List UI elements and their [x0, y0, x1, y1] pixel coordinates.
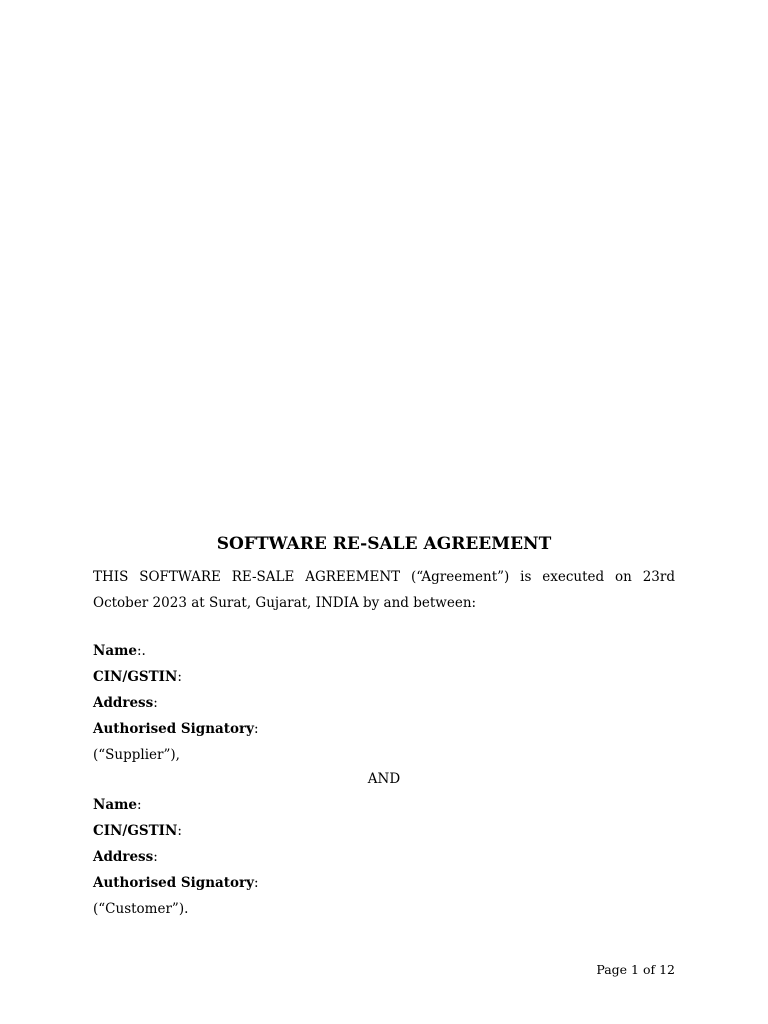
supplier-signatory-suffix: : — [254, 721, 259, 737]
customer-address-label: Address — [93, 849, 154, 865]
customer-signatory-suffix: : — [254, 875, 259, 891]
supplier-block — [93, 638, 675, 768]
supplier-cin-suffix: : — [177, 669, 182, 685]
document-title: SOFTWARE RE-SALE AGREEMENT — [216, 534, 552, 554]
customer-signatory-row — [93, 870, 675, 896]
supplier-cin-row — [93, 664, 675, 690]
intro-paragraph: THIS SOFTWARE RE-SALE AGREEMENT (“Agreement”) is executed on 23rd October 2023 at Surat, Gujarat, INDIA by and between: — [93, 569, 675, 611]
customer-role: (“Customer”). — [93, 901, 189, 917]
page-number: Page 1 of 12 — [596, 962, 675, 977]
supplier-address-label: Address — [93, 695, 154, 711]
supplier-name-suffix: :. — [136, 643, 146, 659]
supplier-signatory-label: Authorised Signatory — [93, 721, 254, 737]
customer-signatory-label: Authorised Signatory — [93, 875, 254, 891]
customer-cin-label: CIN/GSTIN — [93, 823, 178, 839]
supplier-name-row — [93, 638, 675, 664]
and-separator: AND — [367, 771, 401, 787]
customer-cin-suffix: : — [177, 823, 182, 839]
customer-block — [93, 792, 675, 922]
customer-cin-row — [93, 818, 675, 844]
supplier-signatory-row — [93, 716, 675, 742]
customer-name-suffix: : — [136, 797, 142, 813]
customer-name-row — [93, 792, 675, 818]
supplier-name-label: Name — [93, 643, 137, 659]
customer-name-label: Name — [93, 797, 137, 813]
customer-address-row — [93, 844, 675, 870]
supplier-address-suffix: : — [153, 695, 158, 711]
customer-address-suffix: : — [153, 849, 158, 865]
supplier-role: (“Supplier”), — [93, 747, 180, 763]
supplier-cin-label: CIN/GSTIN — [93, 669, 178, 685]
supplier-address-row — [93, 690, 675, 716]
